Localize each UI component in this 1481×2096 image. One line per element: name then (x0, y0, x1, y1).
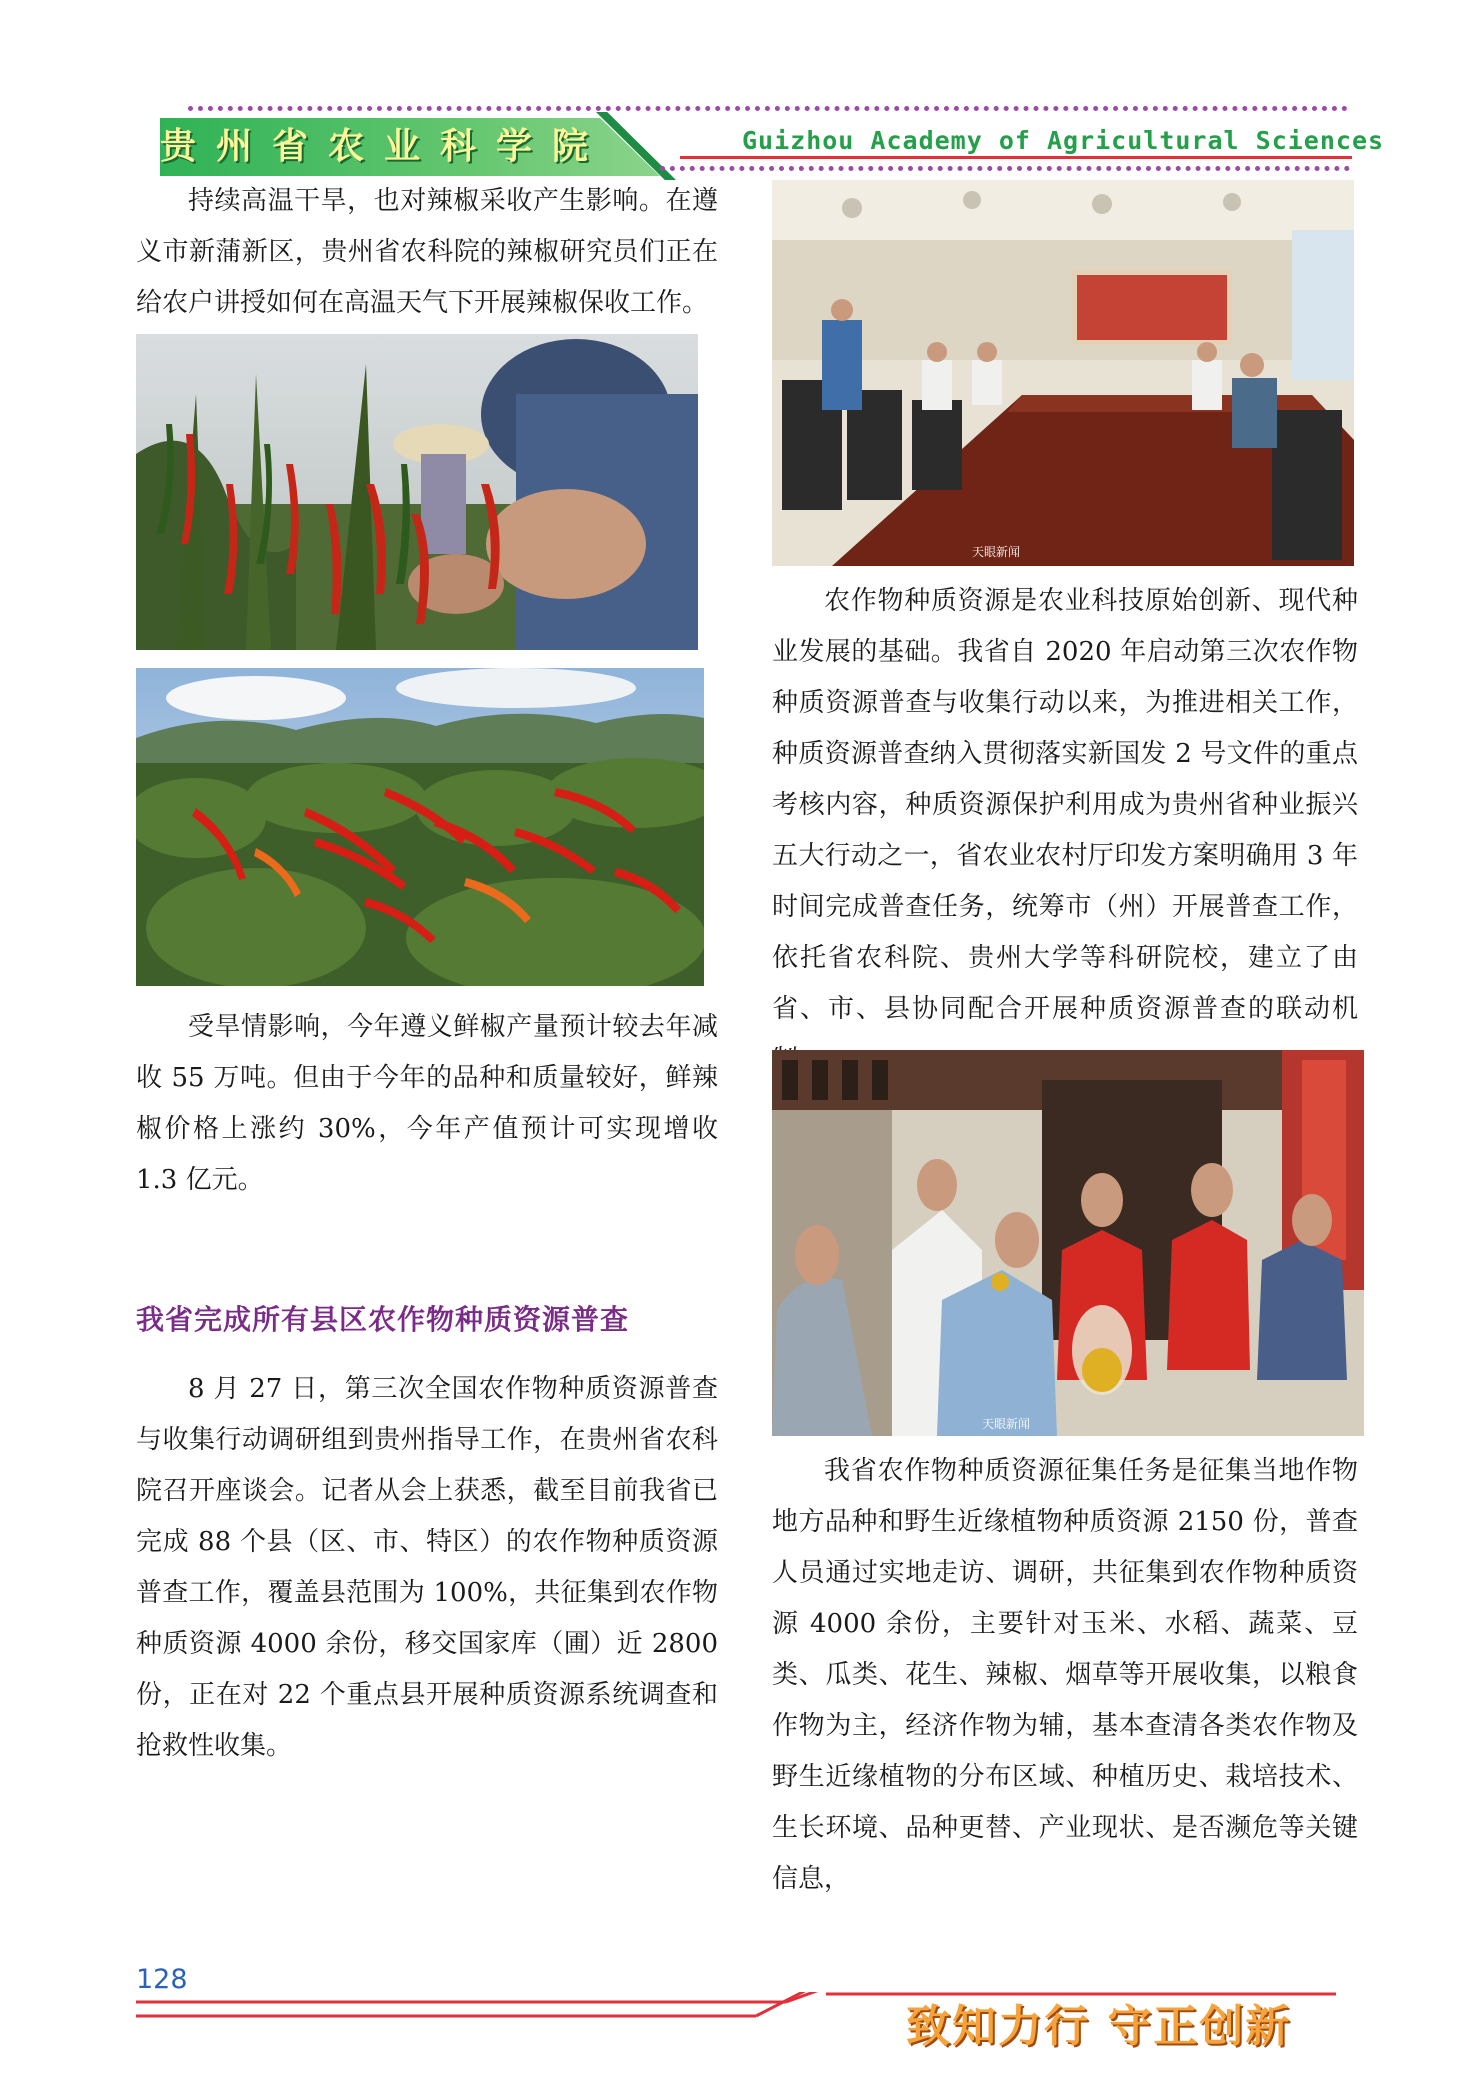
footer-slogan: 致知力行 守正创新 (906, 2001, 1292, 2052)
org-name-cn: 贵州省农业科学院 (160, 126, 609, 167)
paragraph: 我省农作物种质资源征集任务是征集当地作物地方品种和野生近缘植物种质资源 2150 份，普查人员通过实地走访、调研，共征集到农作物种质资源 4000 余份，主要针对玉米、水稻、蔬菜、豆类、瓜类、花生、辣椒、烟草等开展收集，以粮食作物为主，经济作物为辅，基本查清各类农作物及野生近缘植物的分布区域、种植历史、栽培技术、生长环境、品种更替、产业现状、是否濒危等关键信息， (772, 1456, 1358, 1894)
paragraph: 持续高温干旱，也对辣椒采收产生影响。在遵义市新蒲新区，贵州省农科院的辣椒研究员们正在给农户讲授如何在高温天气下开展辣椒保收工作。 (136, 186, 718, 318)
photo-watermark: 天眼新闻 (982, 1417, 1031, 1431)
left-para-3-block (136, 1364, 718, 1772)
paragraph: 农作物种质资源是农业科技原始创新、现代种业发展的基础。我省自 2020 年启动第三次农作物种质资源普查与收集行动以来，为推进相关工作，种质资源普查纳入贯彻落实新国发 2 号文件的重点考核内容，种质资源保护利用成为贵州省种业振兴五大行动之一，省农业农村厅印发方案明确用 3 年时间完成普查任务，统筹市（州）开展普查工作，依托省农科院、贵州大学等科研院校，建立了由省、市、县协同配合开展种质资源普查的联动机 (772, 586, 1358, 1024)
right-para-2-block (772, 1446, 1358, 1905)
left-para-1-block (136, 176, 718, 329)
photo-chili-inspection-image (136, 334, 698, 650)
photo-meeting-room-image (772, 180, 1354, 566)
header-dotted-line-top (188, 106, 1348, 111)
page-number: 128 (136, 1964, 188, 1995)
photo-chili-field-image (136, 668, 704, 986)
left-para-2-block (136, 1002, 718, 1206)
photo-chili-field (136, 668, 704, 986)
header-red-line (680, 156, 1352, 159)
photo-meeting-room (772, 180, 1354, 566)
paragraph: 8 月 27 日，第三次全国农作物种质资源普查与收集行动调研组到贵州指导工作，在贵州省农科院召开座谈会。记者从会上获悉，截至目前我省已完成 88 个县（区、市、特区）的农作物种质资源普查工作，覆盖县范围为 100%，共征集到农作物种质资源 4000 余份，移交国家库（圃）近 2800 份，正在对 22 个重点县开展种质资源系统调查和抢救性收集。 (136, 1374, 718, 1761)
header-dotted-line-bottom (660, 166, 1350, 171)
section-title: 我省完成所有县区农作物种质资源普查 (136, 1303, 630, 1336)
photo-watermark: 天眼新闻 (972, 545, 1021, 559)
section-heading-block (136, 1298, 718, 1338)
paragraph: 受旱情影响，今年遵义鲜椒产量预计较去年减收 55 万吨。但由于今年的品种和质量较好，鲜辣椒价格上涨约 30%，今年产值预计可实现增收 1.3 亿元。 (136, 1012, 718, 1195)
photo-field-visit (772, 1050, 1364, 1436)
photo-field-visit-image (772, 1050, 1364, 1436)
right-para-1-block (772, 576, 1358, 1086)
org-name-en: Guizhou Academy of Agricultural Sciences (742, 126, 1385, 155)
photo-chili-inspection (136, 334, 698, 650)
